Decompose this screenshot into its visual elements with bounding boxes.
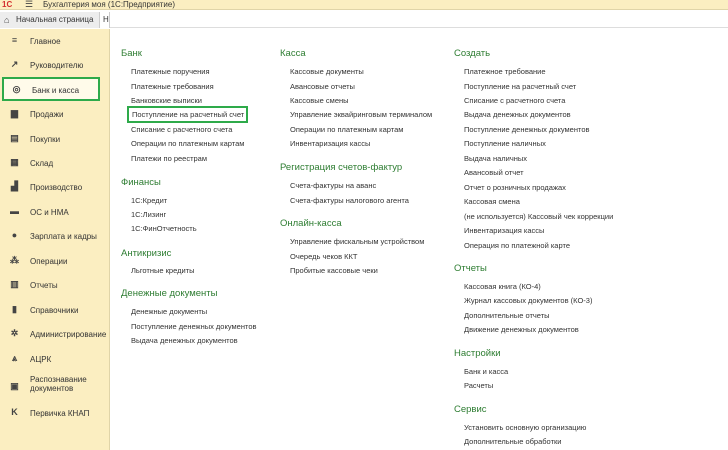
sidebar-item-purchases[interactable] [0, 129, 110, 149]
group-title-online-kassa: Онлайн-касса [280, 218, 342, 229]
link-additional-processing[interactable]: Дополнительные обработки [464, 437, 562, 446]
create-cash-shift[interactable]: Кассовая смена [464, 197, 520, 206]
sidebar-item-label: Администрирование [30, 330, 107, 339]
link-money-documents[interactable]: Денежные документы [131, 307, 208, 316]
group-title-finance: Финансы [121, 177, 161, 188]
create-cash-receipt[interactable]: Поступление наличных [464, 139, 546, 148]
link-leasing[interactable]: 1С:Лизинг [131, 210, 167, 219]
sidebar-item-manager[interactable] [0, 55, 110, 75]
app-logo: 1С [2, 0, 13, 9]
tab-home-label: Начальная страница [16, 15, 94, 24]
create-retail-report[interactable]: Отчет о розничных продажах [464, 183, 566, 192]
group-title-service: Сервис [454, 404, 487, 415]
cart-icon: ▤ [10, 133, 19, 143]
sidebar-item-label: Покупки [30, 135, 61, 144]
tab-bar [0, 12, 728, 28]
warehouse-icon: ▦ [10, 157, 19, 167]
sidebar-item-label: Склад [30, 159, 54, 168]
sidebar-item-reports[interactable] [0, 275, 110, 295]
truck-icon: ▬ [10, 206, 19, 216]
sidebar-item-label: Продажи [30, 110, 64, 119]
link-credit[interactable]: 1С:Кредит [131, 196, 168, 205]
tab-next-label: Н [103, 15, 109, 24]
gear-icon: ✲ [10, 328, 19, 338]
menu-lines-icon: ≡ [11, 35, 18, 45]
k-icon: K [11, 407, 18, 417]
tab-home[interactable] [0, 12, 100, 28]
sidebar-item-label: Операции [30, 257, 68, 266]
link-settings-bank[interactable]: Банк и касса [464, 367, 509, 376]
basket-icon: ▆ [11, 108, 18, 118]
sidebar-item-label: Банк и касса [32, 86, 80, 95]
link-payment-orders[interactable]: Платежные поручения [131, 67, 210, 76]
link-card-operations-kassa[interactable]: Операции по платежным картам [290, 125, 404, 134]
link-punched-receipts[interactable]: Пробитые кассовые чеки [290, 266, 378, 275]
create-correction-receipt[interactable]: (не используется) Кассовый чек коррекции [464, 212, 614, 221]
sidebar-item-acrk[interactable] [0, 349, 110, 369]
factory-icon: ▟ [11, 181, 18, 191]
link-additional-reports[interactable]: Дополнительные отчеты [464, 311, 550, 320]
sidebar-item-directories[interactable] [0, 300, 110, 320]
create-cash-inventory[interactable]: Инвентаризация кассы [464, 226, 545, 235]
link-acquiring-terminal[interactable]: Управление эквайринговым терминалом [290, 110, 433, 119]
link-fiscal-device[interactable]: Управление фискальным устройством [290, 237, 425, 246]
link-money-docs-issue[interactable]: Выдача денежных документов [131, 336, 238, 345]
group-title-money-docs: Денежные документы [121, 288, 218, 299]
sidebar-item-production[interactable] [0, 177, 110, 197]
sidebar-item-knap[interactable] [0, 403, 110, 423]
create-cash-issue[interactable]: Выдача наличных [464, 154, 528, 163]
sidebar-item-warehouse[interactable] [0, 153, 110, 173]
chart-icon: ▥ [10, 279, 19, 289]
person-icon: ● [11, 230, 18, 240]
book-icon: ▮ [12, 304, 17, 314]
coin-icon: ◎ [12, 84, 21, 94]
link-kkt-queue[interactable]: Очередь чеков ККТ [290, 252, 358, 261]
group-title-settings: Настройки [454, 348, 501, 359]
sidebar-item-label: АЦРК [30, 355, 52, 364]
group-title-invoices: Регистрация счетов-фактур [280, 162, 403, 173]
sidebar-item-label: Главное [30, 37, 61, 46]
group-title-bank: Банк [121, 48, 142, 59]
sidebar-item-salary[interactable] [0, 226, 110, 246]
sidebar-item-label: Зарплата и кадры [30, 232, 97, 241]
link-registry-payments[interactable]: Платежи по реестрам [131, 154, 208, 163]
sidebar-item-sales[interactable] [0, 104, 110, 124]
sidebar-item-recognition[interactable] [0, 374, 110, 400]
group-title-create: Создать [454, 48, 491, 59]
sidebar-item-label: Производство [30, 183, 83, 192]
create-payment-request[interactable]: Платежное требование [464, 67, 546, 76]
sidebar [0, 29, 110, 450]
link-fin-reporting[interactable]: 1С:ФинОтчетность [131, 224, 197, 233]
link-set-main-org[interactable]: Установить основную организацию [464, 423, 587, 432]
app-title: Бухгалтерия моя (1С:Предприятие) [43, 0, 176, 9]
create-advance-report[interactable]: Авансовый отчет [464, 168, 524, 177]
link-money-docs-movement[interactable]: Движение денежных документов [464, 325, 579, 334]
sidebar-item-label: ОС и НМА [30, 208, 69, 217]
link-advance-reports[interactable]: Авансовые отчеты [290, 82, 355, 91]
sidebar-item-label: Руководителю [30, 61, 84, 70]
link-cash-inventory[interactable]: Инвентаризация кассы [290, 139, 371, 148]
link-preferential-loans[interactable]: Льготные кредиты [131, 266, 195, 275]
acrk-icon: ⩓ [11, 353, 18, 363]
create-card-operation[interactable]: Операция по платежной карте [464, 241, 570, 250]
title-bar [0, 0, 728, 10]
group-title-anticrisis: Антикризис [121, 248, 172, 259]
link-receipt-to-account[interactable]: Поступление на расчетный счет [127, 106, 248, 123]
link-cash-docs-journal[interactable]: Журнал кассовых документов (КО-3) [464, 296, 593, 305]
tab-next[interactable] [100, 12, 110, 28]
operations-icon: ⁂ [10, 255, 19, 265]
sidebar-item-label: Распознавание документов [30, 375, 87, 393]
link-debit-from-account[interactable]: Списание с расчетного счета [131, 125, 233, 134]
hamburger-icon[interactable]: ☰ [25, 0, 34, 9]
create-issue-money-docs[interactable]: Выдача денежных документов [464, 110, 571, 119]
sidebar-item-label: Первичка КНАП [30, 409, 90, 418]
group-title-kassa: Касса [280, 48, 306, 59]
link-money-docs-receipt[interactable]: Поступление денежных документов [131, 322, 257, 331]
link-payment-requests[interactable]: Платежные требования [131, 82, 214, 91]
link-cash-shifts[interactable]: Кассовые смены [290, 96, 349, 105]
link-card-operations[interactable]: Операции по платежным картам [131, 139, 245, 148]
link-settings-settlements[interactable]: Расчеты [464, 381, 494, 390]
sidebar-item-operations[interactable] [0, 251, 110, 271]
sidebar-item-assets[interactable] [0, 202, 110, 222]
scan-icon: ▣ [10, 381, 19, 391]
link-advance-invoices[interactable]: Счета-фактуры на аванс [290, 181, 377, 190]
sidebar-item-label: Отчеты [30, 281, 58, 290]
create-debit-from-account[interactable]: Списание с расчетного счета [464, 96, 566, 105]
link-tax-agent-invoices[interactable]: Счета-фактуры налогового агента [290, 196, 409, 205]
sidebar-item-bank[interactable] [2, 77, 100, 101]
create-receipt-to-account[interactable]: Поступление на расчетный счет [464, 82, 577, 91]
home-icon: ⌂ [4, 15, 10, 25]
sidebar-item-label: Справочники [30, 306, 79, 315]
link-cash-documents[interactable]: Кассовые документы [290, 67, 364, 76]
sidebar-item-admin[interactable] [0, 324, 110, 344]
group-title-reports: Отчеты [454, 263, 487, 274]
link-cash-book[interactable]: Кассовая книга (КО-4) [464, 282, 541, 291]
trend-icon: ↗ [10, 59, 19, 69]
create-receipt-money-docs[interactable]: Поступление денежных документов [464, 125, 590, 134]
link-bank-statements[interactable]: Банковские выписки [131, 96, 202, 105]
sidebar-item-main[interactable] [0, 31, 110, 51]
